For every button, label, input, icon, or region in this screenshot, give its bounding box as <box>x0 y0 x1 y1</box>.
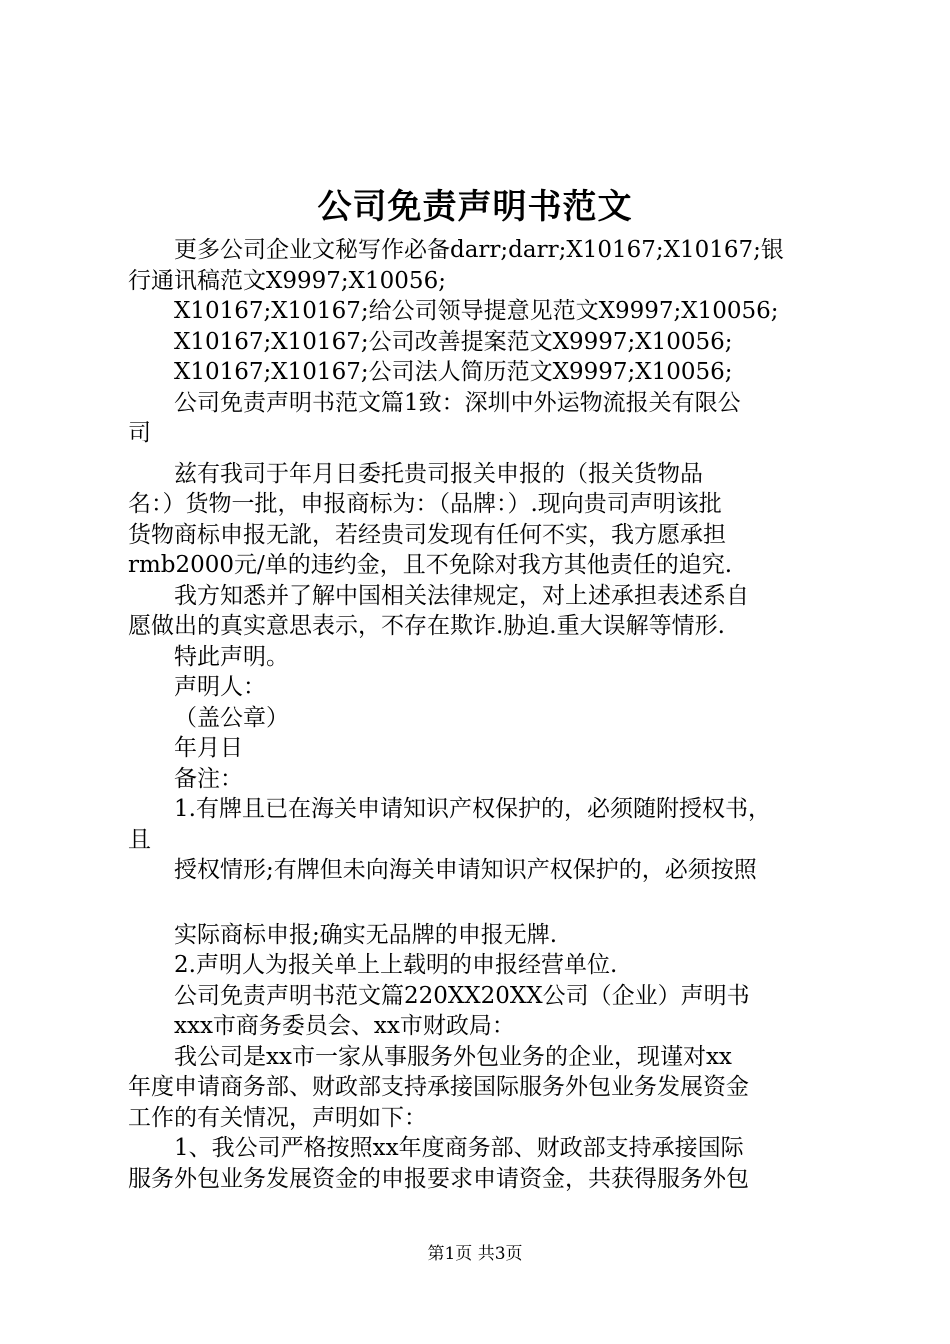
text-line: 兹有我司于年月日委托贵司报关申报的（报关货物品 <box>174 460 703 487</box>
text-line: （盖公章） <box>174 704 289 731</box>
text-line: 公司免责声明书范文篇220XX20XX公司（企业）声明书 <box>174 982 750 1009</box>
text-line: 我方知悉并了解中国相关法律规定，对上述承担表述系自 <box>174 582 749 609</box>
text-line: 授权情形;有牌但未向海关申请知识产权保护的，必须按照 <box>174 857 757 883</box>
text-line: xxx市商务委员会、xx市财政局： <box>174 1013 515 1039</box>
text-line: 备注： <box>174 765 243 792</box>
text-line: 年月日 <box>174 735 243 761</box>
text-line: 我公司是xx市一家从事服务外包业务的企业，现谨对xx <box>174 1043 732 1070</box>
document-title: 公司免责声明书范文 <box>317 187 633 227</box>
text-line: 公司免责声明书范文篇1致：深圳中外运物流报关有限公 <box>174 389 741 416</box>
text-line: 1、我公司严格按照xx年度商务部、财政部支持承接国际 <box>174 1135 744 1161</box>
text-line: 声明人： <box>174 674 266 700</box>
text-line: rmb2000元/单的违约金，且不免除对我方其他责任的追究. <box>128 552 733 578</box>
document-body <box>128 235 838 1194</box>
text-line: 名：）货物一批，申报商标为：（品牌：）.现向贵司声明该批 <box>128 491 722 517</box>
text-line: X10167;X10167;公司改善提案范文X9997;X10056; <box>174 328 733 355</box>
text-line: 司 <box>128 420 151 446</box>
text-line: 且 <box>128 826 151 853</box>
page-footer: 第1页 共3页 <box>427 1244 523 1264</box>
text-line: 特此声明。 <box>174 643 289 670</box>
text-line: 货物商标申报无訛，若经贵司发现有任何不实，我方愿承担 <box>128 521 726 548</box>
text-line: X10167;X10167;给公司领导提意见范文X9997;X10056; <box>174 298 779 324</box>
text-line: 服务外包业务发展资金的申报要求申请资金，共获得服务外包 <box>128 1165 749 1192</box>
spacer <box>128 886 838 920</box>
text-line: 实际商标申报;确实无品牌的申报无牌. <box>174 921 558 948</box>
text-line: 愿做出的真实意思表示，不存在欺诈.胁迫.重大误解等情形. <box>128 613 725 639</box>
text-line: 更多公司企业文秘写作必备darr;darr;X10167;X10167;银 <box>174 237 784 263</box>
spacer <box>128 449 838 459</box>
text-line: 1.有牌且已在海关申请知识产权保护的，必须随附授权书， <box>174 796 771 822</box>
text-line: 行通讯稿范文X9997;X10056; <box>128 267 446 294</box>
text-line: X10167;X10167;公司法人简历范文X9997;X10056; <box>174 359 733 385</box>
text-line: 年度申请商务部、财政部支持承接国际服务外包业务发展资金 <box>128 1074 749 1100</box>
text-line: 工作的有关情况，声明如下： <box>128 1104 427 1131</box>
text-line: 2.声明人为报关单上上载明的申报经营单位. <box>174 952 618 978</box>
